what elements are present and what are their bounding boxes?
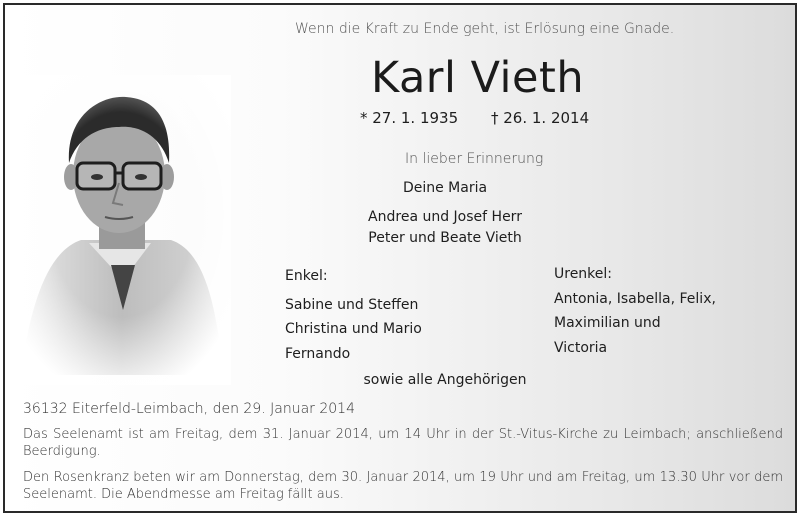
motto: Wenn die Kraft zu Ende geht, ist Erlösung eine Gnade. [295, 21, 675, 37]
birth-date: * 27. 1. 1935 [360, 109, 459, 127]
portrait-photo [11, 75, 231, 385]
relatives-line: sowie alle Angehörigen [363, 372, 527, 388]
list-item: Sabine und Steffen [285, 296, 419, 313]
place-date: 36132 Eiterfeld-Leimbach, den 29. Januar 2014 [23, 401, 355, 417]
list-item: Maximilian und [554, 315, 661, 331]
grandchildren-list [285, 264, 422, 366]
list-item: Christina und Mario [285, 321, 422, 337]
remembrance-line: In lieber Erinnerung [405, 151, 544, 167]
list-item: Victoria [554, 339, 608, 356]
rosary-info: Den Rosenkranz beten wir am Donnerstag, dem 30. Januar 2014, um 19 Uhr und am Freitag, um 13.30 Uhr vor dem Seelenamt. Die Abendmesse am Freitag fällt aus. [23, 470, 783, 502]
obituary-card [3, 3, 797, 513]
mourner-line: Peter und Beate Vieth [368, 230, 522, 246]
list-item: Antonia, Isabella, Felix, [554, 290, 716, 307]
deceased-name: Karl Vieth [371, 53, 585, 103]
funeral-info: Das Seelenamt ist am Freitag, dem 31. Januar 2014, um 14 Uhr in der St.-Vitus-Kirche zu Leimbach; anschließend Beerdigung. [23, 427, 783, 459]
grandchildren-heading: Enkel: [285, 268, 328, 284]
mourner-line: Andrea und Josef Herr [368, 209, 522, 225]
death-date: † 26. 1. 2014 [491, 109, 590, 127]
great-grandchildren-list [554, 262, 716, 360]
list-item: Fernando [285, 345, 351, 362]
mourner-line: Deine Maria [402, 180, 488, 196]
great-grandchildren-heading: Urenkel: [554, 266, 613, 282]
